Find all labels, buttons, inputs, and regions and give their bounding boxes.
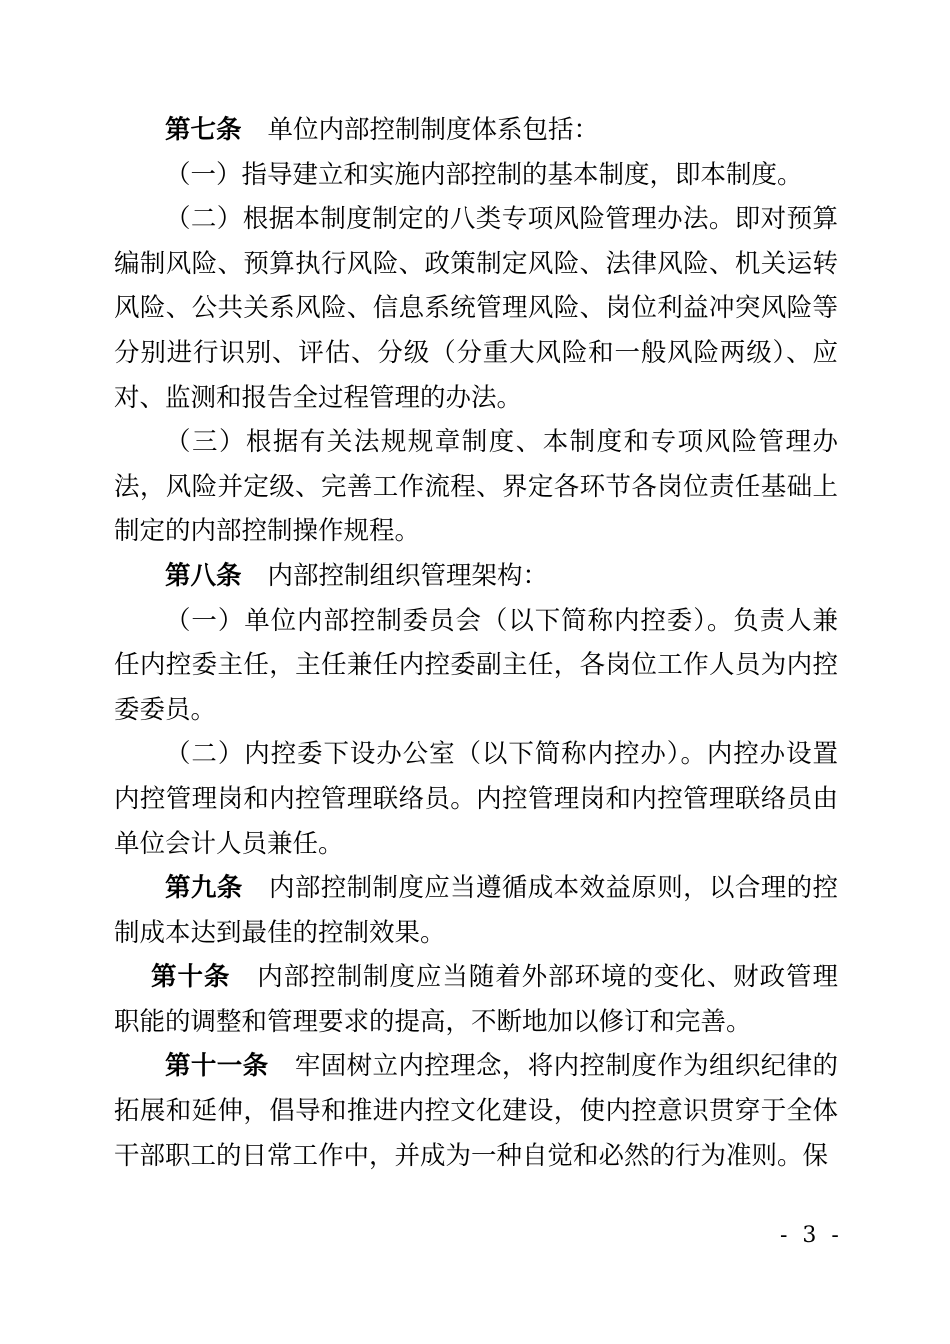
article-7-item-3: （三）根据有关法规规章制度、本制度和专项风险管理办法，风险并定级、完善工作流程、界定各环节各岗位责任基础上制定的内部控制操作规程。 (114, 427, 838, 547)
article-label: 第十条 (151, 962, 231, 993)
article-text: 牢固树立内控理念，将内控制度作为组织纪律的拓展和延伸，倡导和推进内控文化建设，使内控意识贯穿于全体干部职工的日常工作中，并成为一种自觉和必然的行为准则。保 (114, 1051, 838, 1171)
article-7-item-2: （二）根据本制度制定的八类专项风险管理办法。即对预算编制风险、预算执行风险、政策制定风险、法律风险、机关运转风险、公共关系风险、信息系统管理风险、岗位利益冲突风险等分别进行识别、评估、分级（分重大风险和一般风险两级）、应对、监测和报告全过程管理的办法。 (114, 204, 838, 413)
article-7-heading (114, 108, 838, 153)
article-label: 第九条 (165, 873, 243, 904)
article-text: 单位内部控制制度体系包括： (267, 115, 600, 145)
article-label: 第七条 (165, 115, 242, 145)
page-number: - 3 - (780, 1223, 843, 1248)
article-text: 内部控制组织管理架构： (267, 560, 549, 591)
article-8-item-2: （二）内控委下设办公室（以下简称内控办）。内控办设置内控管理岗和内控管理联络员。内控管理岗和内控管理联络员由单位会计人员兼任。 (114, 739, 838, 859)
article-8-heading (114, 554, 838, 599)
article-11 (114, 1044, 838, 1178)
document-body (114, 108, 838, 1178)
article-label: 第八条 (165, 560, 242, 591)
article-8-item-1: （一）单位内部控制委员会（以下简称内控委）。负责人兼任内控委主任，主任兼任内控委副主任，各岗位工作人员为内控委委员。 (114, 605, 838, 725)
article-text: 内部控制制度应当随着外部环境的变化、财政管理职能的调整和管理要求的提高，不断地加以修订和完善。 (114, 962, 838, 1037)
article-label: 第十一条 (165, 1051, 269, 1082)
article-7-item-1: （一）指导建立和实施内部控制的基本制度，即本制度。 (165, 159, 803, 190)
article-10 (114, 955, 838, 1044)
article-9 (114, 866, 838, 955)
article-text: 内部控制制度应当遵循成本效益原则，以合理的控制成本达到最佳的控制效果。 (114, 873, 838, 948)
